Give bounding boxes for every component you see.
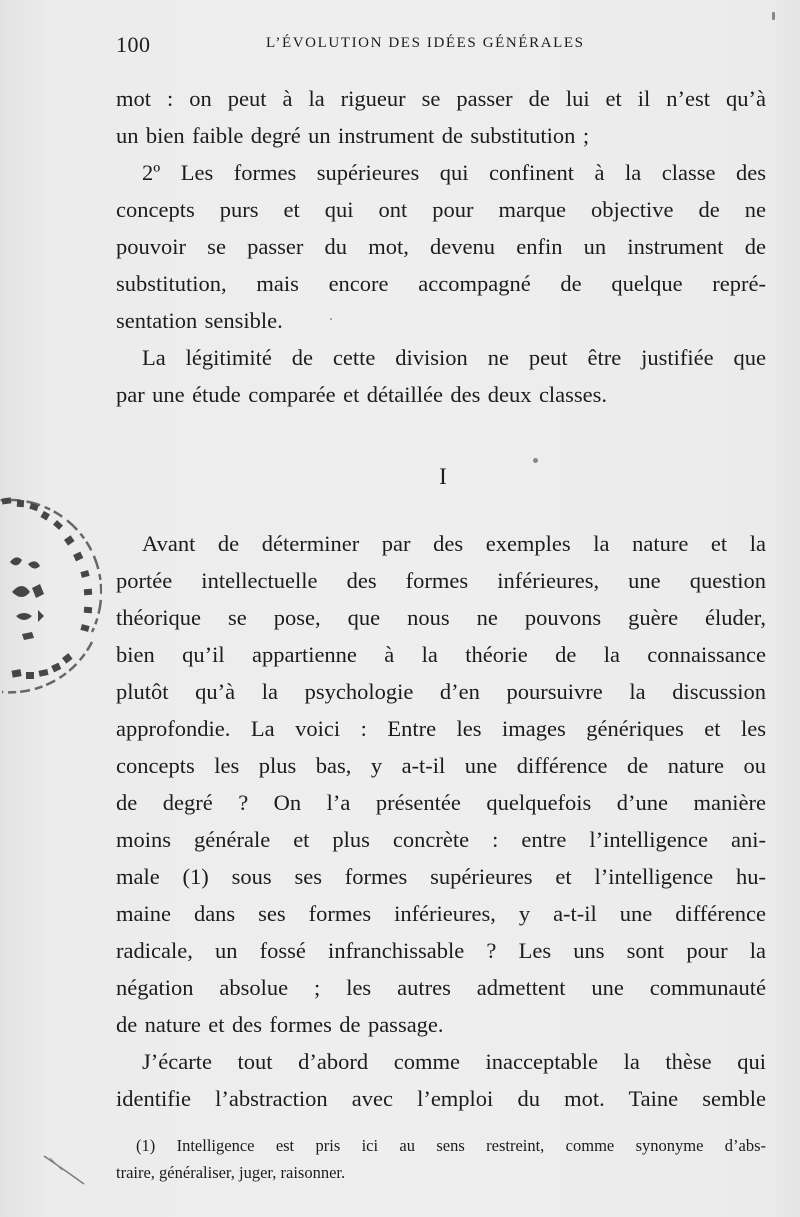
text-line: de degré ? On l’a présentée quelquefois d’une manière — [116, 790, 766, 815]
text-line: 2º Les formes supérieures qui confinent à la classe des — [142, 160, 766, 185]
text-line: approfondie. La voici : Entre les images génériques et les — [116, 716, 766, 741]
text-line: de nature et des formes de passage. — [116, 1012, 444, 1037]
text-line: portée intellectuelle des formes inférieures, une question — [116, 568, 766, 593]
paper-speck — [330, 318, 332, 320]
paper-speck — [772, 12, 775, 20]
text-line: substitution, mais encore accompagné de quelque repré- — [116, 271, 766, 296]
text-line: La légitimité de cette division ne peut être justifiée que — [142, 345, 766, 370]
text-line: pouvoir se passer du mot, devenu enfin un instrument de — [116, 234, 766, 259]
text-line: théorique se pose, que nous ne pouvons guère éluder, — [116, 605, 766, 630]
footnote-line: traire, généraliser, juger, raisonner. — [116, 1163, 346, 1182]
library-stamp — [0, 492, 102, 702]
text-line: male (1) sous ses formes supérieures et l’intelligence hu- — [116, 864, 766, 889]
page-number: 100 — [116, 32, 151, 57]
text-line: identifie l’abstraction avec l’emploi du mot. Taine semble — [116, 1086, 766, 1111]
text-line: mot : on peut à la rigueur se passer de lui et il n’est qu’à — [116, 86, 766, 111]
paper-speck — [533, 458, 538, 463]
paragraph-block-2 — [116, 525, 766, 1117]
text-line: J’écarte tout d’abord comme inacceptable la thèse qui — [142, 1049, 766, 1074]
paragraph-block-1 — [116, 80, 766, 413]
text-line: bien qu’il appartienne à la théorie de la connaissance — [116, 642, 766, 667]
running-head — [116, 30, 766, 60]
footnote-line: (1) Intelligence est pris ici au sens restreint, comme synonyme d’abs- — [136, 1136, 766, 1155]
text-line: plutôt qu’à la psychologie d’en poursuivre la discussion — [116, 679, 766, 704]
text-line: sentation sensible. — [116, 308, 283, 333]
text-line: radicale, un fossé infranchissable ? Les uns sont pour la — [116, 938, 766, 963]
text-line: par une étude comparée et détaillée des deux classes. — [116, 382, 608, 407]
text-line: Avant de déterminer par des exemples la nature et la — [142, 531, 766, 556]
text-line: maine dans ses formes inférieures, y a-t-il une différence — [116, 901, 766, 926]
text-line: concepts les plus bas, y a-t-il une différence de nature ou — [116, 753, 766, 778]
text-line: concepts purs et qui ont pour marque objective de ne — [116, 197, 766, 222]
text-line: moins générale et plus concrète : entre l’intelligence ani- — [116, 827, 766, 852]
text-line: négation absolue ; les autres admettent une communauté — [116, 975, 766, 1000]
paper-mark — [40, 1150, 90, 1190]
running-title: L’ÉVOLUTION DES IDÉES GÉNÉRALES — [266, 35, 585, 51]
text-line: un bien faible degré un instrument de substitution ; — [116, 123, 590, 148]
section-heading: I — [439, 464, 447, 489]
footnote — [116, 1132, 766, 1186]
